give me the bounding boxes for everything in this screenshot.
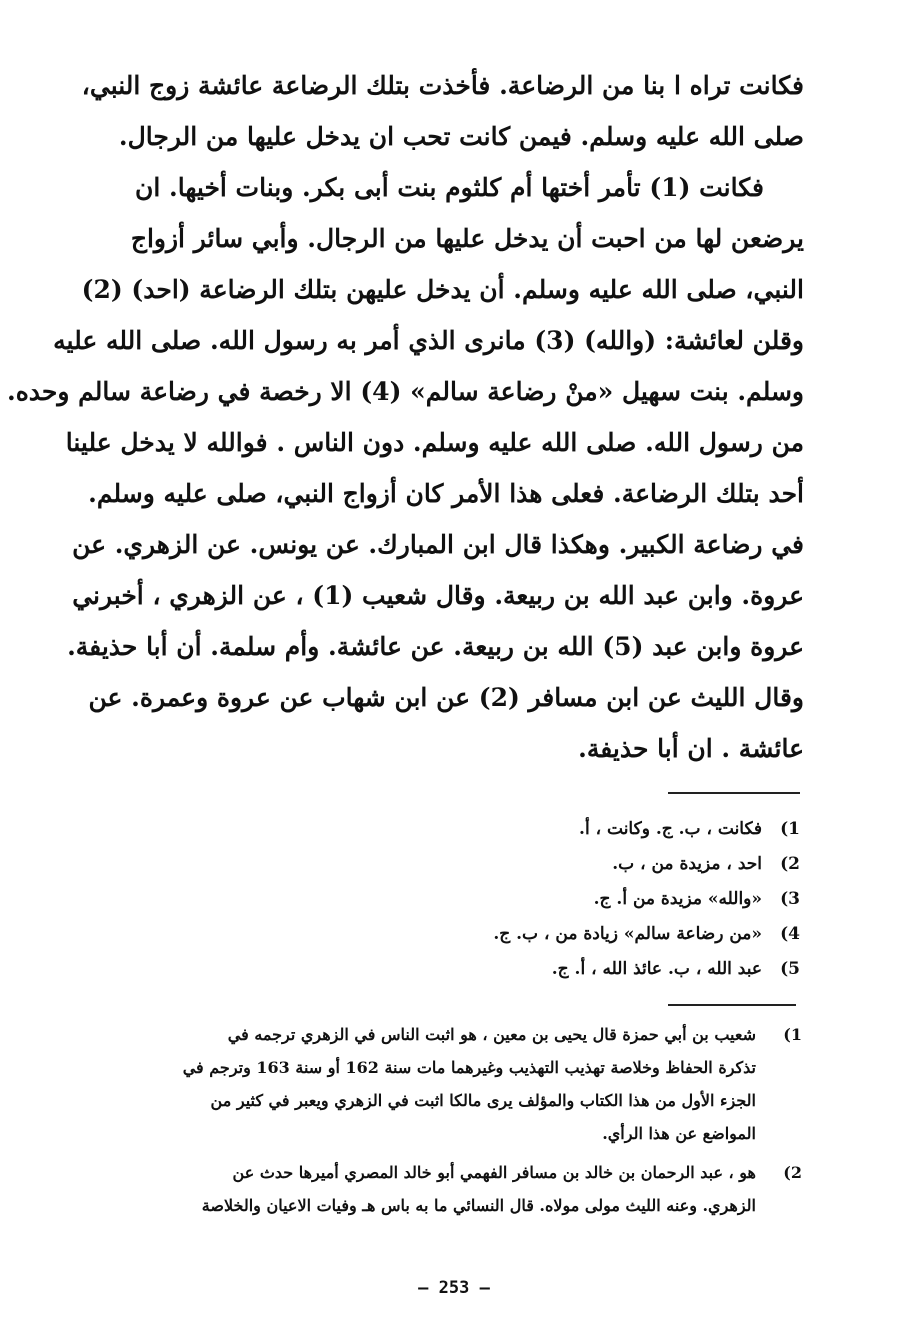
notes-divider bbox=[668, 1004, 796, 1006]
variant-text: «من رضاعة سالم» زيادة من ، ب. ج. bbox=[493, 924, 762, 944]
footnote-line: الجزء الأول من هذا الكتاب والمؤلف يرى مالكا اثبت في الزهري ويعبر في كثير من bbox=[210, 1091, 756, 1110]
footnote-line: شعيب بن أبي حمزة قال يحيى بن معين ، هو اثبت الناس في الزهري ترجمه في bbox=[227, 1025, 756, 1044]
main-text-line: في رضاعة الكبير. وهكذا قال ابن المبارك. عن يونس. عن الزهري. عن bbox=[72, 530, 804, 559]
main-text-line: من رسول الله. صلى الله عليه وسلم. دون الناس . فوالله لا يدخل علينا bbox=[65, 428, 804, 457]
footnote-number: 2) bbox=[783, 1163, 802, 1182]
footnote-line: تذكرة الحفاظ وخلاصة تهذيب التهذيب وغيرهما مات سنة 162 أو سنة 163 وترجم في bbox=[182, 1058, 756, 1077]
main-text-line: أحد بتلك الرضاعة. فعلى هذا الأمر كان أزواج النبي، صلى عليه وسلم. bbox=[88, 479, 804, 508]
variant-text: فكانت ، ب. ج. وكانت ، أ. bbox=[579, 819, 762, 839]
footnote bbox=[132, 1156, 802, 1222]
variant-reading bbox=[470, 882, 800, 917]
variant-number: 5) bbox=[780, 959, 800, 979]
footnote-text bbox=[132, 1018, 756, 1150]
footnote-text bbox=[132, 1156, 756, 1222]
main-text-line: يرضعن لها من احبت أن يدخل عليها من الرجال. وأبي سائر أزواج bbox=[130, 224, 804, 253]
page-number: – 253 – bbox=[418, 1278, 490, 1298]
variant-reading bbox=[470, 812, 800, 847]
variant-text: عبد الله ، ب. عائذ الله ، أ. ج. bbox=[551, 959, 762, 979]
footnote-line: الزهري. وعنه الليث مولى مولاه. قال النسائي ما به باس هـ وفيات الاعيان والخلاصة bbox=[201, 1196, 756, 1215]
variants-divider bbox=[668, 792, 800, 794]
main-text-line: فكانت تراه ا بنا من الرضاعة. فأخذت بتلك الرضاعة عائشة زوج النبي، bbox=[81, 71, 804, 100]
variant-readings-list bbox=[470, 812, 800, 987]
main-text-block bbox=[7, 60, 804, 774]
footnote-number: 1) bbox=[783, 1025, 802, 1044]
variant-number: 2) bbox=[780, 854, 800, 874]
footnote bbox=[132, 1018, 802, 1150]
footnotes bbox=[132, 1018, 802, 1228]
main-text-line: عروة وابن عبد (5) الله بن ربيعة. عن عائشة. وأم سلمة. أن أبا حذيفة. bbox=[67, 632, 804, 661]
variant-reading bbox=[470, 952, 800, 987]
variant-reading bbox=[470, 917, 800, 952]
main-text-line: عروة. وابن عبد الله بن ربيعة. وقال شعيب (1) ، عن الزهري ، أخبرني bbox=[72, 581, 804, 610]
variant-text: احد ، مزيدة من ، ب. bbox=[612, 854, 762, 874]
footnote-line: المواضع عن هذا الرأي. bbox=[602, 1124, 756, 1143]
main-text-line: وقال الليث عن ابن مسافر (2) عن ابن شهاب عن عروة وعمرة. عن bbox=[88, 683, 804, 712]
main-text-line: فكانت (1) تأمر أختها أم كلثوم بنت أبى بكر. وبنات أخيها. ان bbox=[135, 173, 764, 202]
main-text-line: عائشة . ان أبا حذيفة. bbox=[578, 734, 804, 763]
variant-number: 4) bbox=[780, 924, 800, 944]
main-text-line: وسلم. بنت سهيل «منْ رضاعة سالم» (4) الا رخصة في رضاعة سالم وحده. bbox=[7, 377, 804, 406]
main-text-line: وقلن لعائشة: (والله) (3) مانرى الذي أمر به رسول الله. صلى الله عليه bbox=[53, 326, 804, 355]
main-text-line: النبي، صلى الله عليه وسلم. أن يدخل عليهن بتلك الرضاعة (احد) (2) bbox=[81, 275, 804, 304]
footnote-line: هو ، عبد الرحمان بن خالد بن مسافر الفهمي أبو خالد المصري أميرها حدث عن bbox=[232, 1163, 756, 1182]
main-text-line: صلى الله عليه وسلم. فيمن كانت تحب ان يدخل عليها من الرجال. bbox=[118, 122, 804, 151]
variant-number: 1) bbox=[780, 819, 800, 839]
variant-reading bbox=[470, 847, 800, 882]
variant-text: «والله» مزيدة من أ. ج. bbox=[593, 889, 762, 909]
variant-number: 3) bbox=[780, 889, 800, 909]
